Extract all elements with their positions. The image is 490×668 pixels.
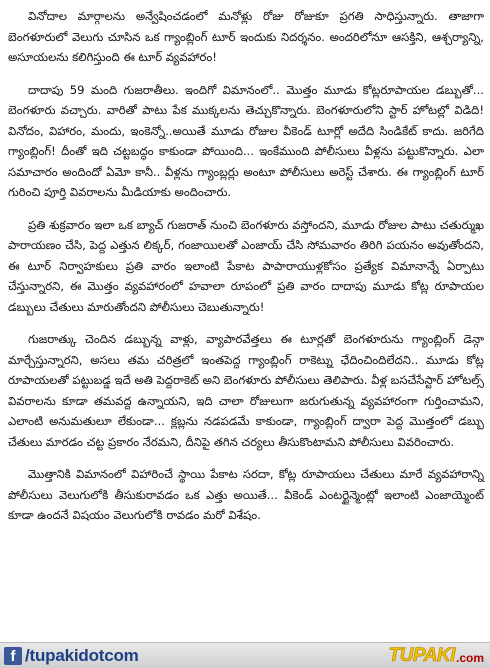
article-paragraph: గుజరాత్కు చెందిన డబ్బున్న వాళ్లు, వ్యాపారవేత్తలు ఈ టూర్లతో బెంగళూరును గ్యాంబ్లింగ్ డెన్గా మార్చేస్తున్నారని, అసలు తమ చరిత్రలో ఇంతపెద్ద గ్యాంబ్లింగ్ రాకెట్ను ఛేదించిందిలేదని.. మూడు కోట్ల రూపాయలతో పట్టుబడ్డ ఇదే అతి పెద్దరాకెట్ అని బెంగళూరు పోలీసులు తెలిపారు. వీళ్ల బసచేసేస్టార్ హోటల్స్ వివరాలను కూడా తమవద్ద ఉన్నాయని, ఇది చాలా రోజులుగా జరుగుతున్న వ్యవహారంగా గుర్తించామని, ఎలాంటి అనుమతులూ లేకుండా... క్లబ్లను నడపడమే కాకుండా, గ్యాంబ్లింగ్ ద్వారా పెద్ద మొత్తంలో డబ్బు చేతులు మారడం చట్ట ప్రకారం నేరమని, దీనిపై తగిన చర్యలు తీసుకొంటామని పోలీసులు వివరించారు. bbox=[8, 332, 484, 449]
facebook-icon: f bbox=[4, 647, 22, 665]
facebook-handle: /tupakidotcom bbox=[25, 645, 139, 665]
footer-bar bbox=[0, 642, 490, 668]
facebook-link[interactable] bbox=[4, 646, 139, 666]
paragraph-gap bbox=[8, 68, 484, 80]
tupaki-logo bbox=[389, 645, 484, 667]
paragraph-gap bbox=[8, 452, 484, 464]
paragraph-gap bbox=[8, 203, 484, 215]
article-paragraph: దాదాపు 59 మంది గుజరాతీలు. ఇందిగో విమానంలో.. మొత్తం మూడు కోట్లరూపాయల డబ్బుతో... బెంగళూరు వచ్చారు. వారితో పాటు పేక ముక్కలను తెచ్చుకొన్నారు. బెంగళూరులోని స్టార్ హోటల్లో విడిది! వినోదం, విహారం, మందు, ఇంకెన్నో..అయితే మూడు రోజుల వీకెండ్ టూర్లో అదేది సిండికేట్ కాదు. జరిగేది గ్యాంబ్లింగ్! దీంతో ఇది చట్టబద్ధం కాకుండా పోయింది... ఇంకేముంది పోలీసులు వీళ్లను పట్టుకొన్నారు. ఎలా సమాచారం అందిందో ఏమో కానీ.. వీళ్లను గ్యాంబ్లర్లు అంటూ పోలీసులు అరెస్ట్ చేశారు. ఈ గ్యాంబ్లింగ్ టూర్ గురించి పూర్తి వివరాలను మీడియాకు అందించారు. bbox=[8, 82, 484, 199]
logo-domain-suffix: .com bbox=[455, 650, 484, 665]
paragraph-gap bbox=[8, 317, 484, 329]
article-body bbox=[8, 6, 484, 526]
article-paragraph: మొత్తానికి విమానంలో విహారించే స్థాయి పేకాట సరదా, కోట్ల రూపాయలు చేతులు మారే వ్యవహారాన్ని పోలీసులు వెలుగులోకి తీసుకురావడం ఒక ఎత్తు అయితే... వీకెండ్ ఎంటర్టైన్మెంట్లో ఇలాంటి ఎంజాయ్మెంట్ కూడా ఉందనే విషయం వెలుగులోకి రావడం మరో విశేషం. bbox=[8, 467, 484, 522]
article-paragraph: ప్రతి శుక్రవారం ఇలా ఒక బ్యాచ్ గుజరాత్ నుంచి బెంగళూరు వస్తోందని, మూడు రోజుల పాటు చతుర్ముఖ పారాయణం చేసి, పెద్ద ఎత్తున లిక్కర్, గంజాయిలతో ఎంజాయ్ చేసి సోమవారం తిరిగి పయనం అవుతోందని, ఈ టూర్ నిర్వాహకులు ప్రతి వారం ఇలాంటి పేకాట పాపారాయుళ్లకోసం ప్రత్యేక విమానాన్నే ఏర్పాటు చేస్తున్నారని, ఈ మొత్తం వ్యవహారంలో హవాలా రూపంలో ప్రతి వారం దాదాపు మూడు కోట్ల రూపాయల డబ్బులు చేతులు మారుతోందని పోలీసులు చెబుతున్నారు! bbox=[8, 217, 484, 314]
article-paragraph: వినోదాల మార్గాలను అన్వేషించడంలో మనోళ్లు రోజు రోజుకూ ప్రగతి సాధిస్తున్నారు. తాజాగా బెంగళూరులో వెలుగు చూసిన ఒక గ్యాంబ్లింగ్ టూర్ ఇందుకు నిదర్శనం. అందరిలోనూ ఆసక్తిని, ఆశ్చర్యాన్ని, అసూయలను కలిగిస్తుంది ఈ టూర్ వ్యవహారం! bbox=[8, 9, 484, 64]
logo-wordmark: TUPAKI bbox=[388, 644, 455, 666]
